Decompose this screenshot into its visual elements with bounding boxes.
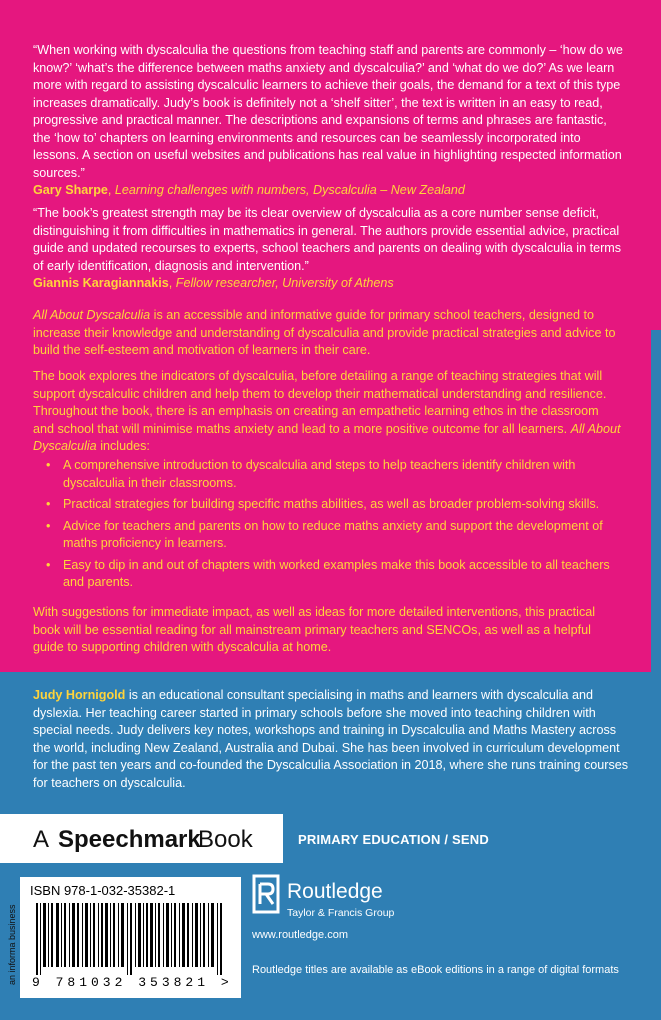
publisher-url[interactable]: www.routledge.com xyxy=(252,929,348,941)
book-title: All About Dyscalculia xyxy=(33,308,151,322)
series-a: A xyxy=(33,826,50,853)
barcode-digits: 9 781032 353821 > xyxy=(32,975,233,990)
intro-text: is an accessible and informative guide for primary school teachers, designed to increase their knowledge and understanding of dyscalculia and provide practical strategies and advice to build the self-esteem and motivation of learners in their care. xyxy=(33,308,616,357)
informa-tagline: an informa business xyxy=(7,904,17,985)
review-quote-1: “When working with dyscalculia the questions from teaching staff and parents are commonly – ‘how do we know?’ ‘what’s the difference between maths anxiety and dyscalculia?’ and ‘what do we do?’ As we learn more with regard to assisting dyscalculic learners to achieve their goals, the demand for a text of this type increases dramatically. Judy’s book is definitely not a ‘shelf sitter’, the text is written in an easy to read, progressive and practical manner. The descriptions and expansions of terms and phrases are fantastic, the ‘how to’ chapters on learning environments and resources can be seamlessly incorporated into lessons. A section on useful websites and publications has real value in highlighting respected information sources.” Gary Sharpe, Learning challenges with numbers, Dyscalculia – New Zealand xyxy=(33,43,623,197)
publisher-group: Taylor & Francis Group xyxy=(287,907,395,919)
list-item: • A comprehensive introduction to dyscalculia and steps to help teachers identify children with dyscalculia in their classrooms. xyxy=(33,457,623,492)
intro-paragraph xyxy=(33,307,623,360)
body-suffix: includes: xyxy=(96,439,150,453)
list-item: • Easy to dip in and out of chapters with worked examples make this book accessible to all teachers and parents. xyxy=(33,557,623,592)
quote-affiliation: Fellow researcher, University of Athens xyxy=(175,276,394,290)
body-paragraph xyxy=(33,368,623,456)
routledge-logo-icon xyxy=(252,874,282,916)
series-book: Book xyxy=(198,826,253,853)
quote-affiliation: Learning challenges with numbers, Dyscalculia – New Zealand xyxy=(114,183,465,197)
author-bio xyxy=(33,687,633,792)
quote-author: Gary Sharpe xyxy=(33,183,108,197)
author-name: Judy Hornigold xyxy=(33,688,126,702)
bio-text: is an educational consultant specialising in maths and learners with dyscalculia and dyslexia. Her teaching career started in primary schools before she moved into teaching children with special needs. Judy delivers key notes, workshops and training in Dyscalculia and Maths Mastery across the world, including New Zealand, Australia and Dubai. She has been involved in curriculum development for the past ten years and co-founded the Dyscalculia Association in 2018, where she runs training courses for teachers on dyscalculia. xyxy=(33,688,629,790)
review-quote-2: “The book’s greatest strength may be its clear overview of dyscalculia as a core number sense deficit, distinguishing it from difficulties in mathematics in general. The authors provide essential advice, practical guide and updated recourses to experts, school teachers and parents on dealing with dyscalculia in terms of early identification, diagnosis and intervention.” Giannis Karagiannakis, Fellow researcher, University of Athens xyxy=(33,206,622,290)
body-text: The book explores the indicators of dyscalculia, before detailing a range of teaching strategies that will support dyscalculic children and help them to develop their mathematical understanding and resilience. Throughout the book, there is an emphasis on creating an empathetic learning ethos in the classroom and school that will minimise maths anxiety and lead to a more positive outcome for all learners. xyxy=(33,369,607,436)
subject-category: PRIMARY EDUCATION / SEND xyxy=(298,832,489,847)
spine-edge xyxy=(651,330,661,672)
isbn-label: ISBN 978-1-032-35382-1 xyxy=(30,883,176,898)
closing-paragraph: With suggestions for immediate impact, as well as ideas for more detailed interventions, this practical book will be essential reading for all mainstream primary teachers and SENCOs, as well as a helpful guide to supporting children with dyscalculia at home. xyxy=(33,605,596,654)
list-item: • Advice for teachers and parents on how to reduce maths anxiety and support the development of maths proficiency in learners. xyxy=(33,518,623,553)
series-brand: Speechmark xyxy=(58,826,201,853)
list-item: • Practical strategies for building specific maths abilities, as well as broader problem-solving skills. xyxy=(33,496,623,514)
quote-author: Giannis Karagiannakis xyxy=(33,276,169,290)
feature-list xyxy=(33,457,623,596)
barcode-icon xyxy=(30,903,235,975)
series-banner xyxy=(0,814,283,863)
quote-text: “The book’s greatest strength may be its clear overview of dyscalculia as a core number sense deficit, distinguishing it from difficulties in mathematics in general. The authors provide essential advice, practical guide and updated recourses to experts, school teachers and parents on dealing with dyscalculia in terms of early identification, diagnosis and intervention.” xyxy=(33,206,622,273)
publisher-name: Routledge xyxy=(287,880,383,903)
quote-text: “When working with dyscalculia the questions from teaching staff and parents are commonly – ‘how do we know?’ ‘what’s the difference between maths anxiety and dyscalculia?’ and ‘what do we do?’ As we learn more with regard to assisting dyscalculic learners to achieve their goals, the demand for a text of this type increases dramatically. Judy’s book is definitely not a ‘shelf sitter’, the text is written in an easy to read, progressive and practical manner. The descriptions and expansions of terms and phrases are fantastic, the ‘how to’ chapters on learning environments and resources can be seamlessly incorporated into lessons. A section on useful websites and publications has real value in highlighting respected information sources.” xyxy=(33,43,623,180)
book-title: All About Dyscalculia xyxy=(33,421,621,453)
ebook-note: Routledge titles are available as eBook editions in a range of digital formats xyxy=(252,964,619,976)
